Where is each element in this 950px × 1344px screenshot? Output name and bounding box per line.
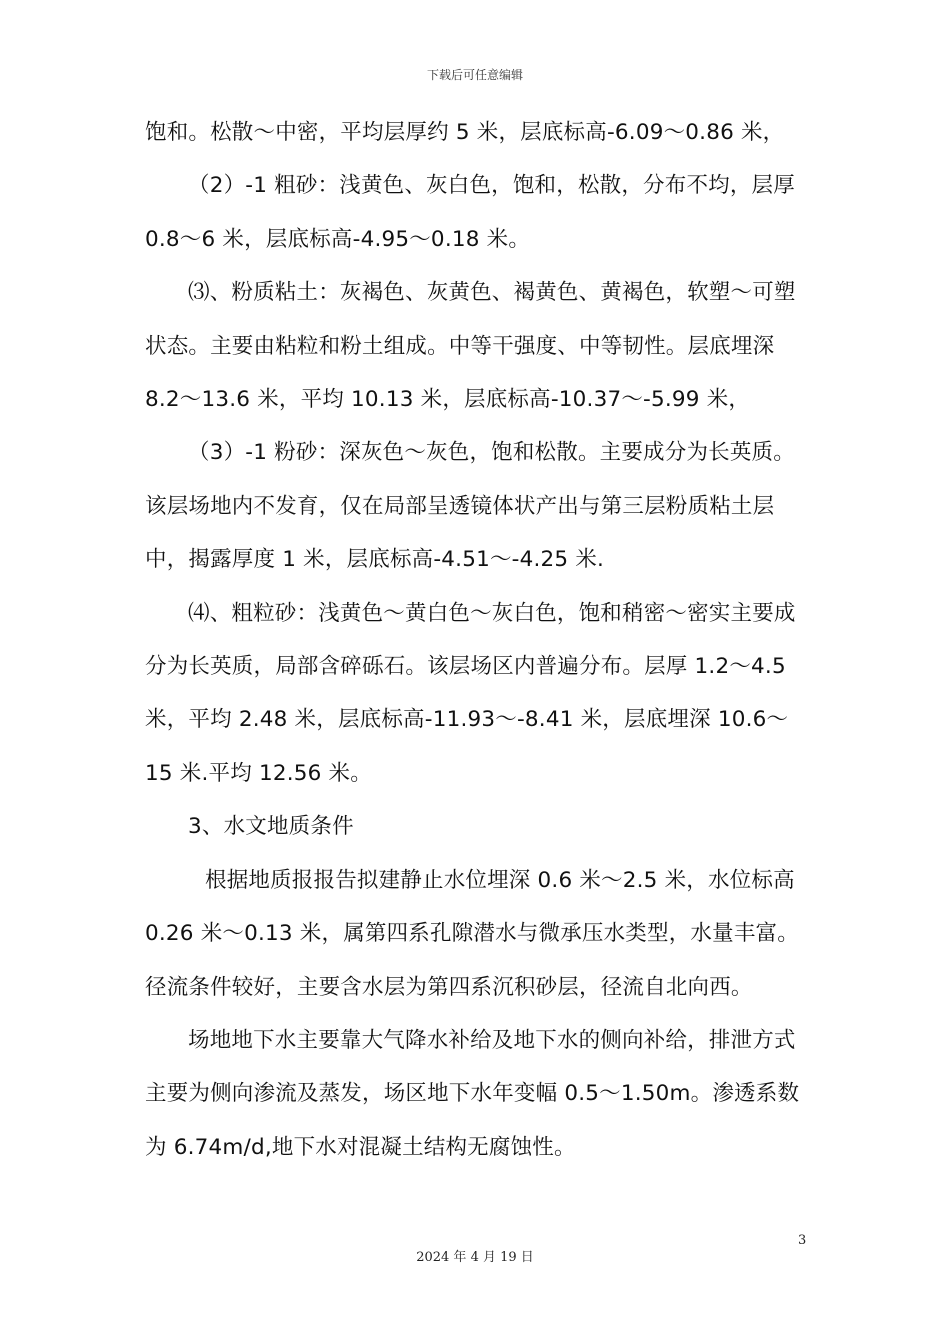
paragraph-gravel-sand: ⑷、粗粒砂：浅黄色～黄白色～灰白色，饱和稍密～密实主要成分为长英质，局部含碎砾石。该层场区内普遍分布。层厚 1.2～4.5 米，平均 2.48 米，层底标高-11.93～-8.41 米，层底埋深 10.6～15 米.平均 12.56 米。 xyxy=(145,600,796,786)
page-number: 3 xyxy=(798,1233,807,1248)
page-footer-date: 2024 年 4 月 19 日 xyxy=(416,1250,534,1265)
paragraph-coarse-sand: （2）-1 粗砂：浅黄色、灰白色，饱和，松散，分布不均，层厚 0.8～6 米，层底标高-4.95～0.18 米。 xyxy=(145,173,795,252)
paragraph-silty-clay: ⑶、粉质粘土：灰褐色、灰黄色、褐黄色、黄褐色，软塑～可塑状态。主要由粘粒和粉土组成。中等干强度、中等韧性。层底埋深 8.2～13.6 米，平均 10.13 米，层底标高-10.37～-5.99 米， xyxy=(145,280,796,413)
paragraph-continuation: 饱和。松散～中密，平均层厚约 5 米，层底标高-6.09～0.86 米， xyxy=(145,120,785,145)
paragraph-silt-sand: （3）-1 粉砂：深灰色～灰色，饱和松散。主要成分为长英质。该层场地内不发育，仅在局部呈透镜体状产出与第三层粉质粘土层中，揭露厚度 1 米，层底标高-4.51～-4.25 米. xyxy=(145,440,795,573)
page-header: 下载后可任意编辑 xyxy=(426,68,523,82)
section-heading-hydrogeology: 3、水文地质条件 xyxy=(188,814,354,840)
paragraph-water-level: 根据地质报报告拟建静止水位埋深 0.6 米～2.5 米，水位标高 0.26 米～0.13 米，属第四系孔隙潜水与微承压水类型，水量丰富。径流条件较好，主要含水层为第四系沉积砂层，径流自北向西。 xyxy=(145,867,799,1000)
paragraph-groundwater: 场地地下水主要靠大气降水补给及地下水的侧向补给，排泄方式主要为侧向渗流及蒸发，场区地下水年变幅 0.5～1.50m。渗透系数为 6.74m/d,地下水对混凝土结构无腐蚀性。 xyxy=(145,1027,800,1160)
document-body xyxy=(145,106,810,1174)
